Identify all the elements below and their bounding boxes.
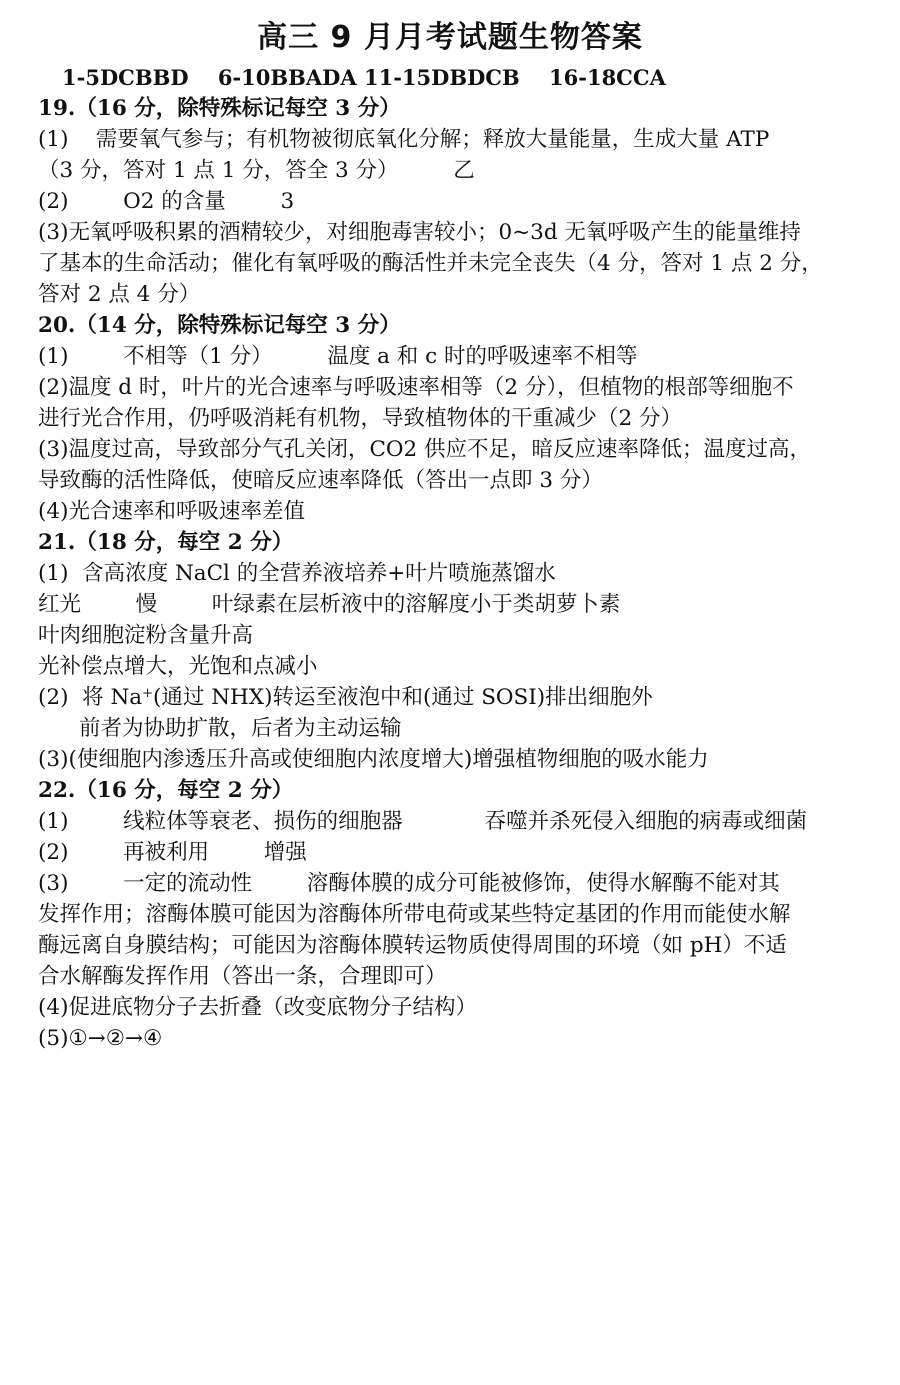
q22-line-5: 酶远离自身膜结构；可能因为溶酶体膜转运物质使得周围的环境（如 pH）不适 xyxy=(38,933,787,958)
answer-content xyxy=(38,62,864,1054)
page-title: 高三 9 月月考试题生物答案 xyxy=(257,20,643,55)
q22-line-7: (4)促进底物分子去折叠（改变底物分子结构） xyxy=(38,995,477,1020)
q21-line-4: 光补偿点增大，光饱和点减小 xyxy=(38,654,318,679)
q19-line-5: 了基本的生命活动；催化有氧呼吸的酶活性并未完全丧失（4 分，答对 1 点 2 分， xyxy=(38,251,823,276)
q19-line-2: （3 分，答对 1 点 1 分，答全 3 分） 乙 xyxy=(38,158,475,183)
q21-line-1: (1) 含高浓度 NaCl 的全营养液培养+叶片喷施蒸馏水 xyxy=(38,561,556,586)
q22-line-3: (3) 一定的流动性 溶酶体膜的成分可能被修饰，使得水解酶不能对其 xyxy=(38,871,780,896)
q20-line-1: (1) 不相等（1 分） 温度 a 和 c 时的呼吸速率不相等 xyxy=(38,344,638,369)
q22-line-1: (1) 线粒体等衰老、损伤的细胞器 吞噬并杀死侵入细胞的病毒或细菌 xyxy=(38,809,808,834)
q21-line-5-end: (通过 NHX)转运至液泡中和(通过 SOSI)排出细胞外 xyxy=(153,685,653,710)
q21-line-3: 叶肉细胞淀粉含量升高 xyxy=(38,623,254,648)
q21-line-5-start: (2) 将 Na xyxy=(38,685,143,710)
q21-line-2: 红光 慢 叶绿素在层析液中的溶解度小于类胡萝卜素 xyxy=(38,592,621,617)
q20-header: 20.（14 分，除特殊标记每空 3 分） xyxy=(38,313,401,338)
mc-answer-key: 1-5DCBBD 6-10BBADA 11-15DBDCB 16-18CCA xyxy=(62,65,666,90)
q19-line-3: (2) O2 的含量 3 xyxy=(38,189,295,214)
q20-line-2: (2)温度 d 时，叶片的光合速率与呼吸速率相等（2 分），但植物的根部等细胞不 xyxy=(38,375,794,400)
q19-line-4: (3)无氧呼吸积累的酒精较少，对细胞毒害较小；0~3d 无氧呼吸产生的能量维持 xyxy=(38,220,801,245)
q21-line-5 xyxy=(38,682,864,713)
q22-line-2: (2) 再被利用 增强 xyxy=(38,840,307,865)
q20-line-3: 进行光合作用，仍呼吸消耗有机物，导致植物体的干重减少（2 分） xyxy=(38,406,683,431)
q21-line-7: (3)(使细胞内渗透压升高或使细胞内浓度增大)增强植物细胞的吸水能力 xyxy=(38,747,709,772)
q22-line-4: 发挥作用；溶酶体膜可能因为溶酶体所带电荷或某些特定基团的作用而能使水解 xyxy=(38,902,791,927)
q19-line-6: 答对 2 点 4 分） xyxy=(38,282,201,307)
q19-header: 19.（16 分，除特殊标记每空 3 分） xyxy=(38,96,401,121)
q21-line-6: 前者为协助扩散，后者为主动运输 xyxy=(38,716,402,741)
q22-line-8: (5)①→②→④ xyxy=(38,1026,163,1051)
q22-line-6: 合水解酶发挥作用（答出一条，合理即可） xyxy=(38,964,447,989)
q22-header: 22.（16 分，每空 2 分） xyxy=(38,778,294,803)
q19-line-1: (1) 需要氧气参与；有机物被彻底氧化分解；释放大量能量，生成大量 ATP xyxy=(38,127,770,152)
q20-line-6: (4)光合速率和呼吸速率差值 xyxy=(38,499,305,524)
q20-line-4: (3)温度过高，导致部分气孔关闭，CO2 供应不足，暗反应速率降低；温度过高， xyxy=(38,437,812,462)
q21-header: 21.（18 分，每空 2 分） xyxy=(38,530,294,555)
q21-line-5-superscript: + xyxy=(142,686,153,701)
q20-line-5: 导致酶的活性降低，使暗反应速率降低（答出一点即 3 分） xyxy=(38,468,603,493)
